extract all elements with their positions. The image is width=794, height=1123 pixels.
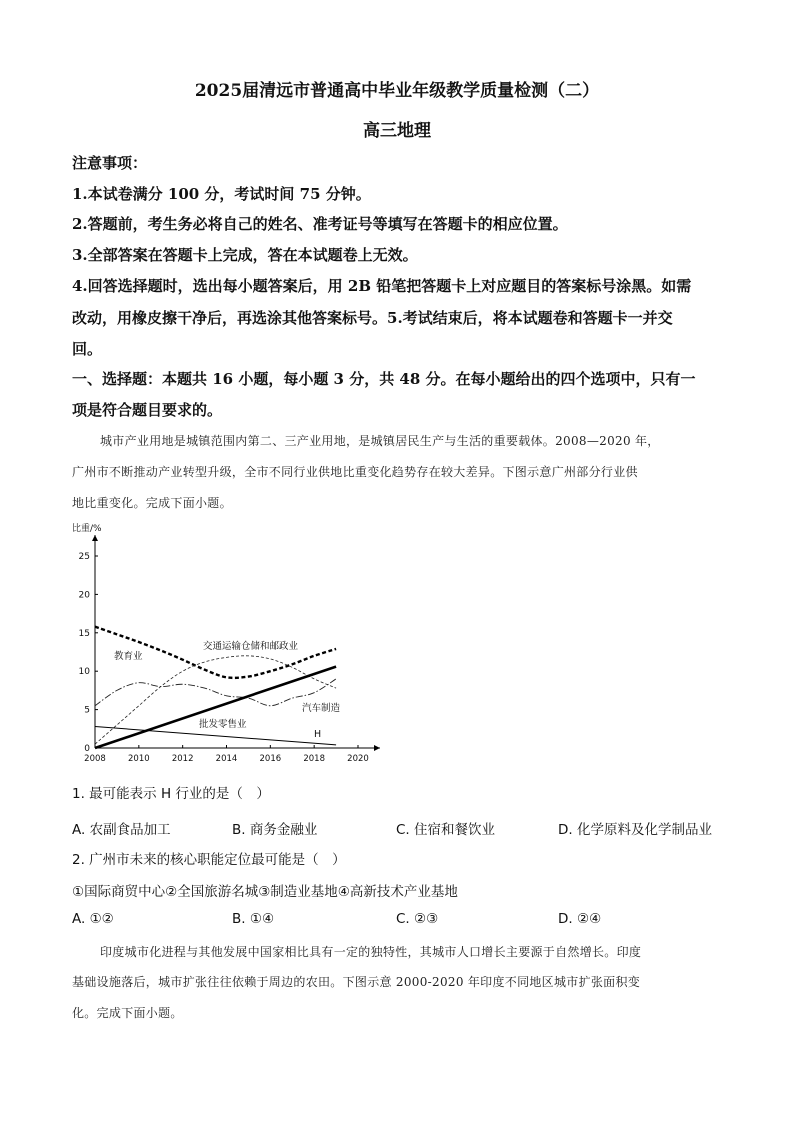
auto-manufacturing-annotation: 汽车制造 bbox=[302, 703, 341, 714]
x-tick-label: 2014 bbox=[215, 754, 238, 764]
wholesale-retail-annotation: 批发零售业 bbox=[199, 719, 247, 730]
option-a[interactable]: A. ①② bbox=[72, 911, 114, 927]
passage-line: 广州市不断推动产业转型升级，全市不同行业供地比重变化趋势存在较大差异。下图示意广州部分行业供 bbox=[72, 465, 638, 479]
passage-line: 印度城市化进程与其他发展中国家相比具有一定的独特性，其城市人口增长主要源于自然增长。印度 bbox=[100, 945, 642, 959]
notice-item: 回。 bbox=[72, 340, 103, 358]
question-stem: 2. 广州市未来的核心职能定位最可能是（ ） bbox=[72, 852, 346, 868]
x-tick-label: 2016 bbox=[259, 754, 282, 764]
exam-subtitle: 高三地理 bbox=[363, 121, 431, 141]
h-industry-annotation: H bbox=[314, 729, 322, 740]
notice-item: 改动，用橡皮擦干净后，再选涂其他答案标号。5.考试结束后，将本试题卷和答题卡一并交 bbox=[72, 309, 673, 327]
option-c[interactable]: C. ②③ bbox=[396, 911, 439, 927]
option-c[interactable]: C. 住宿和餐饮业 bbox=[396, 822, 496, 838]
y-tick-label: 0 bbox=[84, 744, 90, 754]
option-a[interactable]: A. 农副食品加工 bbox=[72, 822, 171, 838]
passage-line: 化。完成下面小题。 bbox=[72, 1006, 183, 1020]
notice-item: 4.回答选择题时，选出每小题答案后，用 2B 铅笔把答题卡上对应题目的答案标号涂黑。如需 bbox=[72, 277, 692, 295]
passage-line: 城市产业用地是城镇范围内第二、三产业用地，是城镇居民生产与生活的重要载体。2008—2020 年， bbox=[100, 434, 660, 448]
option-d[interactable]: D. ②④ bbox=[558, 911, 602, 927]
section-heading-cont: 项是符合题目要求的。 bbox=[72, 401, 223, 419]
y-tick-label: 15 bbox=[78, 628, 90, 639]
y-tick-label: 20 bbox=[78, 590, 90, 601]
transport-annotation: 交通运输仓储和邮政业 bbox=[203, 641, 299, 652]
option-b[interactable]: B. 商务金融业 bbox=[232, 822, 318, 838]
notice-item: 3.全部答案在答题卡上完成，答在本试题卷上无效。 bbox=[72, 246, 418, 264]
question-statements: ①国际商贸中心②全国旅游名城③制造业基地④高新技术产业基地 bbox=[72, 884, 458, 900]
auto-manufacturing-series-line bbox=[95, 679, 336, 706]
notice-item: 2.答题前，考生务必将自己的姓名、准考证号等填写在答题卡的相应位置。 bbox=[72, 215, 568, 233]
question-stem: 1. 最可能表示 H 行业的是（ ） bbox=[72, 786, 270, 802]
transport-series-line bbox=[95, 656, 336, 744]
option-b[interactable]: B. ①④ bbox=[232, 911, 275, 927]
x-tick-label: 2018 bbox=[303, 754, 325, 764]
exam-title: 2025届清远市普通高中毕业年级教学质量检测（二） bbox=[194, 81, 600, 101]
notice-heading: 注意事项： bbox=[72, 154, 148, 172]
land-share-line-chart bbox=[62, 515, 392, 770]
notice-item: 1.本试卷满分 100 分，考试时间 75 分钟。 bbox=[72, 185, 371, 203]
y-axis-arrow bbox=[92, 535, 98, 541]
x-tick-label: 2010 bbox=[128, 754, 150, 764]
x-tick-label: 2012 bbox=[171, 754, 194, 764]
passage-line: 基础设施落后，城市扩张往往依赖于周边的农田。下图示意 2000-2020 年印度不同地区城市扩张面积变 bbox=[72, 975, 641, 989]
y-tick-label: 10 bbox=[78, 667, 90, 678]
x-axis-arrow bbox=[374, 745, 380, 751]
passage-line: 地比重变化。完成下面小题。 bbox=[72, 496, 232, 510]
y-tick-label: 25 bbox=[78, 552, 90, 562]
x-tick-label: 2020 bbox=[347, 754, 369, 764]
y-axis-label: 比重/% bbox=[72, 524, 102, 534]
option-d[interactable]: D. 化学原料及化学制品业 bbox=[558, 822, 712, 838]
x-tick-label: 2008 bbox=[84, 754, 106, 764]
education-annotation: 教育业 bbox=[114, 651, 143, 662]
y-tick-label: 5 bbox=[84, 705, 90, 716]
section-heading: 一、选择题：本题共 16 小题，每小题 3 分，共 48 分。在每小题给出的四个选项中，只有一 bbox=[72, 370, 696, 388]
